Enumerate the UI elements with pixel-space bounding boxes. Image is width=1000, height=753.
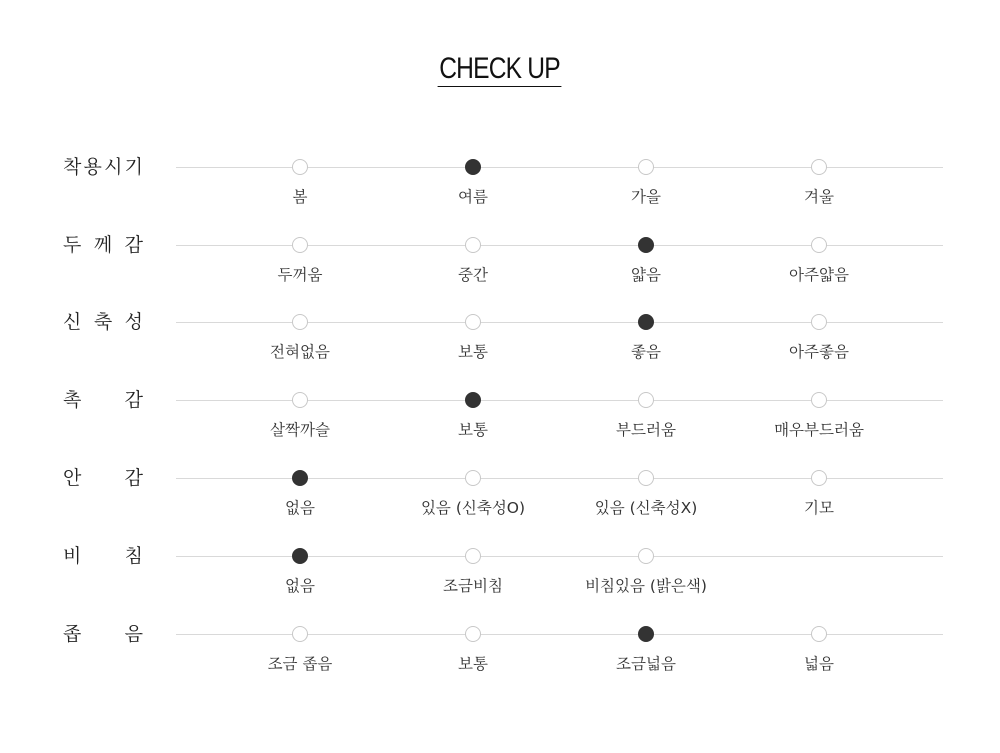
radio-dot[interactable] <box>292 470 308 486</box>
radio-dot[interactable] <box>465 314 481 330</box>
radio-dot[interactable] <box>465 392 481 408</box>
option-label: 매우부드러움 <box>774 421 864 439</box>
row-label: 비 침 <box>63 545 143 567</box>
radio-dot[interactable] <box>811 159 827 175</box>
row-fit <box>0 623 1000 694</box>
option-label: 중간 <box>458 266 488 284</box>
radio-dot[interactable] <box>465 159 481 175</box>
row-stretch <box>0 311 1000 382</box>
radio-dot[interactable] <box>465 548 481 564</box>
option-label: 보통 <box>458 343 488 361</box>
row-label: 촉 감 <box>63 389 143 411</box>
option-label: 있음 (신축성X) <box>594 499 698 517</box>
option-label: 조금 좁음 <box>267 655 333 673</box>
option-label: 아주얇음 <box>789 266 849 284</box>
row-label: 착 용 시 기 <box>63 156 143 178</box>
radio-dot[interactable] <box>292 237 308 253</box>
option-label: 가을 <box>631 188 661 206</box>
option-label: 겨울 <box>804 188 834 206</box>
radio-dot[interactable] <box>638 237 654 253</box>
radio-dot[interactable] <box>811 626 827 642</box>
option-label: 봄 <box>292 188 308 206</box>
option-label: 얇음 <box>631 266 661 284</box>
radio-dot[interactable] <box>638 548 654 564</box>
option-label: 없음 <box>285 577 315 595</box>
row-lining <box>0 467 1000 538</box>
radio-dot[interactable] <box>465 470 481 486</box>
option-label: 부드러움 <box>616 421 676 439</box>
radio-dot[interactable] <box>292 392 308 408</box>
radio-dot[interactable] <box>465 237 481 253</box>
row-label: 두 께 감 <box>63 234 143 256</box>
radio-dot[interactable] <box>638 470 654 486</box>
option-label: 아주좋음 <box>789 343 849 361</box>
radio-dot[interactable] <box>638 159 654 175</box>
option-label: 있음 (신축성O) <box>420 499 526 517</box>
option-label: 여름 <box>458 188 488 206</box>
radio-dot[interactable] <box>638 626 654 642</box>
row-thickness <box>0 234 1000 305</box>
radio-dot[interactable] <box>465 626 481 642</box>
row-label: 안 감 <box>63 467 143 489</box>
radio-dot[interactable] <box>638 314 654 330</box>
radio-dot[interactable] <box>811 470 827 486</box>
radio-dot[interactable] <box>811 392 827 408</box>
option-label: 전혀없음 <box>270 343 330 361</box>
option-label: 넓음 <box>804 655 834 673</box>
option-label: 조금비침 <box>443 577 503 595</box>
row-texture <box>0 389 1000 460</box>
option-label: 두꺼움 <box>277 266 323 284</box>
radio-dot[interactable] <box>292 548 308 564</box>
row-label: 신 축 성 <box>63 311 143 333</box>
row-label: 좁 음 <box>63 623 143 645</box>
option-label: 기모 <box>804 499 834 517</box>
row-see-through <box>0 545 1000 616</box>
radio-dot[interactable] <box>811 237 827 253</box>
radio-dot[interactable] <box>292 159 308 175</box>
radio-dot[interactable] <box>292 626 308 642</box>
option-label: 보통 <box>458 655 488 673</box>
option-label: 비침있음 (밝은색) <box>585 577 707 595</box>
row-season <box>0 156 1000 227</box>
radio-dot[interactable] <box>292 314 308 330</box>
radio-dot[interactable] <box>638 392 654 408</box>
page-title: CHECK UP <box>439 52 561 85</box>
option-label: 보통 <box>458 421 488 439</box>
option-label: 조금넓음 <box>616 655 676 673</box>
option-label: 살짝까슬 <box>270 421 330 439</box>
check-up-header <box>0 52 1000 87</box>
radio-dot[interactable] <box>811 314 827 330</box>
option-label: 없음 <box>285 499 315 517</box>
option-label: 좋음 <box>631 343 661 361</box>
